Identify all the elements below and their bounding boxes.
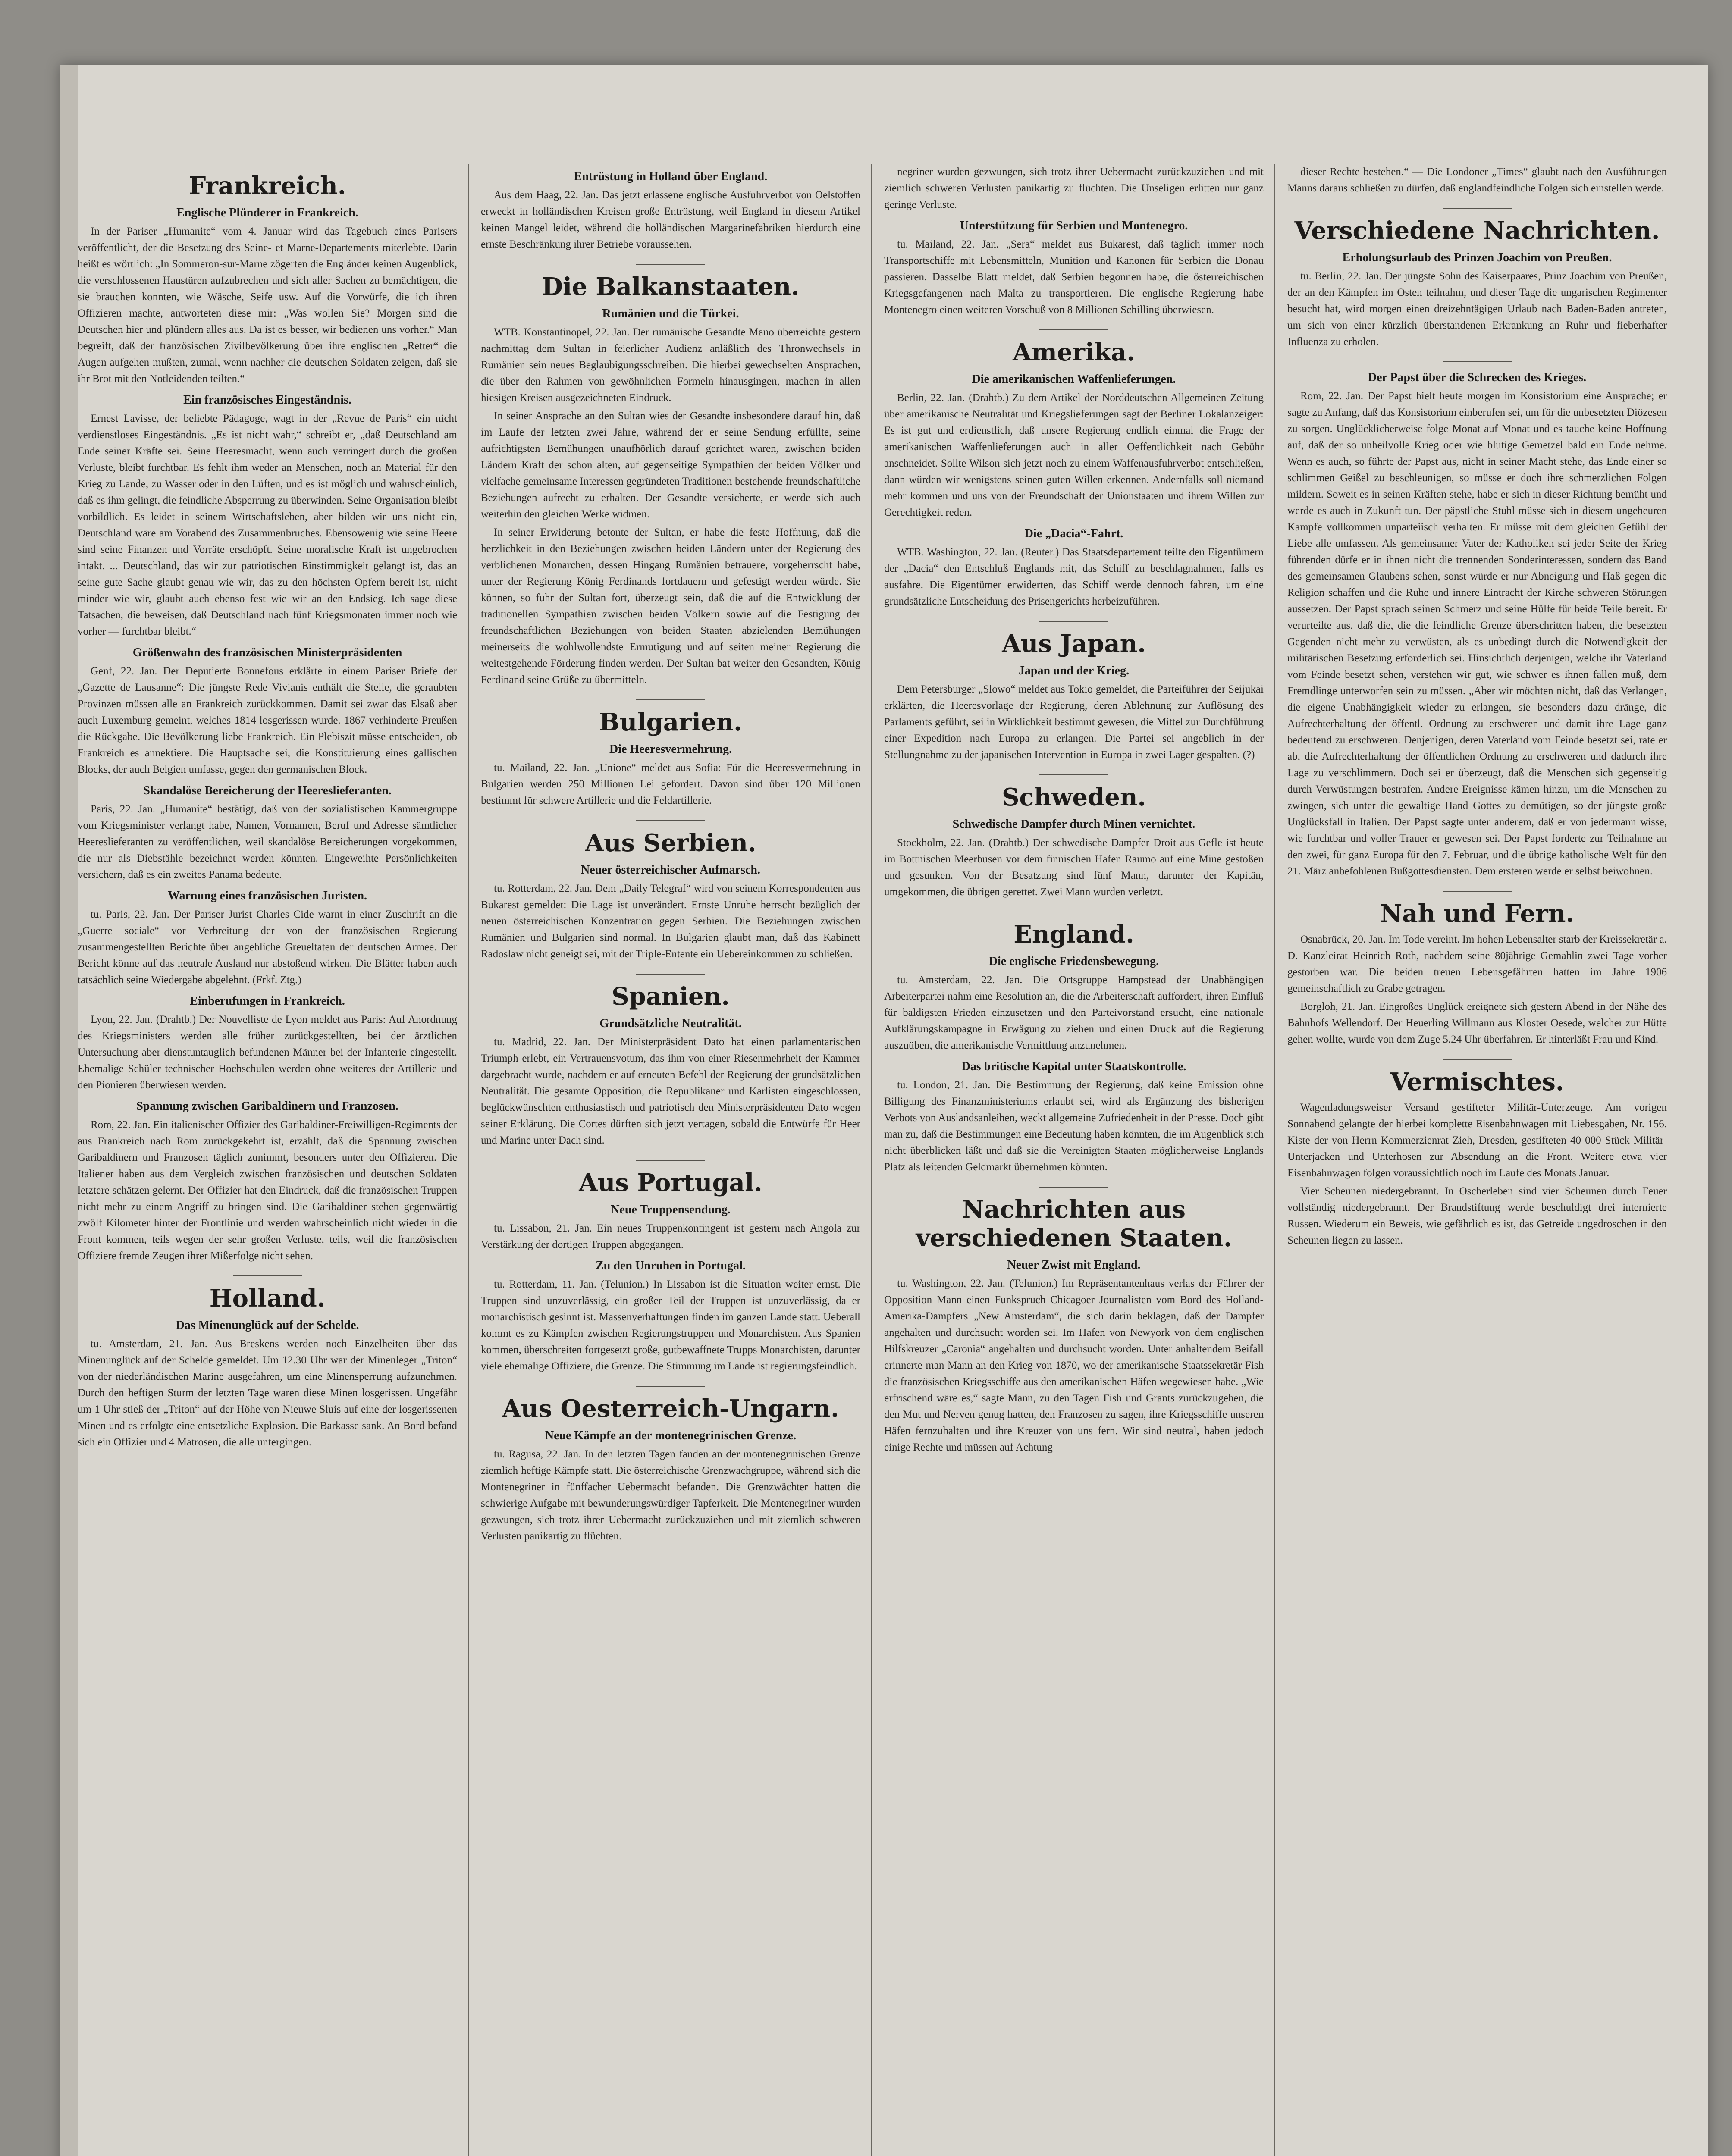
article-subheading: Das Minenunglück auf der Schelde. bbox=[176, 1319, 359, 1332]
article-paragraph: tu. Mailand, 22. Jan. „Sera“ meldet aus Bukarest, daß täglich immer noch Transportschiffe mit Lebensmitteln, Munition und Kanonen für Serbien die Donau passieren. Dasselbe Blatt meldet, daß Serbien begonnen habe, die österreichischen Kriegsgefangenen nach Malta zu transportieren. Die englische Regierung habe Montenegro einen weiteren Vorschuß von 8 Millionen Schilling überwiesen. bbox=[884, 238, 1264, 316]
section-divider bbox=[1443, 1059, 1512, 1060]
section-divider bbox=[233, 1275, 302, 1276]
section-heading: Nachrichten aus verschiedenen Staaten. bbox=[916, 1195, 1232, 1252]
article-paragraph: Vier Scheunen niedergebrannt. In Oscherleben sind vier Scheunen durch Feuer vollständig niedergebrannt. Der Brandstiftung werde beschuldigt drei internierte Russen. Wiederum ein Beweis, wie gefährlich es ist, das Getreide ungedroschen in den Scheunen liegen zu lassen. bbox=[1287, 1185, 1667, 1246]
newspaper-page bbox=[60, 65, 1708, 2156]
article-subheading: Grundsätzliche Neutralität. bbox=[599, 1017, 742, 1030]
article-paragraph: Stockholm, 22. Jan. (Drahtb.) Der schwedische Dampfer Droit aus Gefle ist heute im Bottnischen Meerbusen vor dem finnischen Hafen Raumo auf eine Mine gestoßen und gesunken. Von der Besatzung sind fünf Mann, darunter der Kapitän, umgekommen, die übrigen gerettet. Zwei Mann wurden verletzt. bbox=[884, 837, 1264, 898]
article-paragraph: Dem Petersburger „Slowo“ meldet aus Tokio gemeldet, die Parteiführer der Seijukai erklärten, die Heeresvorlage der Regierung, deren Ablehnung zur Auflösung des Parlaments geführt, sei in Wirklichkeit bestimmt gewesen, die Mittel zur Durchführung einer Expedition nach Europa zu erlangen. Die Partei sei angeblich in der Stellungnahme zu der japanischen Intervention in Europa in zwei Lager gespalten. (?) bbox=[884, 683, 1264, 761]
section-heading: Aus Serbien. bbox=[585, 829, 756, 857]
section-divider bbox=[1443, 361, 1512, 362]
article-subheading: Entrüstung in Holland über England. bbox=[574, 170, 768, 183]
section-heading: Aus Oesterreich-Ungarn. bbox=[502, 1395, 839, 1423]
article-subheading: Die englische Friedensbewegung. bbox=[988, 955, 1159, 968]
article-paragraph: In der Pariser „Humanite“ vom 4. Januar wird das Tagebuch eines Parisers veröffentlicht, der die Besetzung des Seine- et Marne-Departements miterlebte. Darin heißt es wörtlich: „In Sommeron-sur-Marne zögerten die Engländer keinen Augenblick, die verschlossenen Haustüren aufzubrechen und sich aller Sachen zu bemächtigen, die sie brauchen konnten, wie Wäsche, Seife usw. Auf die Vorwürfe, die ich ihren Offizieren machte, antworteten diese mir: „Was wollen Sie? Morgen sind die Deutschen hier und plündern alles aus. Da ist es besser, wir bedienen uns vorher.“ Man begreift, daß der französischen Zivilbevölkerung über ihre englischen „Retter“ die Augen aufgehen mußten, zumal, wenn nachher die deutschen Soldaten zeigen, daß sie ihr Brot mit den Notleidenden teilten.“ bbox=[78, 226, 457, 385]
article-subheading: Zu den Unruhen in Portugal. bbox=[596, 1259, 746, 1272]
article-paragraph: Aus dem Haag, 22. Jan. Das jetzt erlassene englische Ausfuhrverbot von Oelstoffen erweckt in holländischen Kreisen große Entrüstung, weil England in diesem Artikel keinen Mangel leidet, während die holländischen Margarinefabriken hierdurch eine ernste Beschränkung ihrer Betriebe voraussehen. bbox=[481, 189, 860, 250]
section-heading: Frankreich. bbox=[188, 172, 346, 200]
section-divider bbox=[636, 974, 705, 975]
article-subheading: Neue Kämpfe an der montenegrinischen Grenze. bbox=[545, 1429, 797, 1442]
article-paragraph: tu. Ragusa, 22. Jan. In den letzten Tagen fanden an der montenegrinischen Grenze ziemlich heftige Kämpfe statt. Die österreichische Grenzwachgruppe, während sich die Montenegriner in fünffacher Uebermacht befanden. Die Grenzwächter hatten die schwierige Aufgabe mit bewunderungswürdiger Tapferkeit. Die Montenegriner wurden gezwungen, sich trotz ihrer Uebermacht zurückzuziehen und mit ziemlich schweren Verlusten panikartig zu flüchten. bbox=[481, 1448, 860, 1542]
article-paragraph: WTB. Konstantinopel, 22. Jan. Der rumänische Gesandte Mano überreichte gestern nachmittag dem Sultan in feierlicher Audienz anläßlich des Thronwechsels in Rumänien sein neues Beglaubigungsschreiben. Die hierbei gewechselten Ansprachen, die über den Rahmen von gewöhnlichen Formeln hinausgingen, machen in allen hiesigen Kreisen ausgezeichneten Eindruck. bbox=[481, 326, 860, 404]
column-rule bbox=[468, 164, 469, 2156]
section-heading: Vermischtes. bbox=[1390, 1068, 1564, 1096]
article-subheading: Einberufungen in Frankreich. bbox=[190, 994, 345, 1008]
section-divider bbox=[1039, 1187, 1108, 1188]
article-paragraph: Paris, 22. Jan. „Humanite“ bestätigt, daß von der sozialistischen Kammergruppe vom Kriegsminister verlangt habe, Namen, Vornamen, Beruf und Adresse sämtlicher Heereslieferanten zu veröffentlichen, weil skandalöse Bereicherungen vorgekommen, die nur als Diebstähle bezeichnet werden könnten. Eingeweihte Persönlichkeiten versichern, daß es ein zweites Panama bedeute. bbox=[78, 803, 457, 881]
article-subheading: Neuer österreichischer Aufmarsch. bbox=[580, 863, 761, 877]
article-subheading: Die „Dacia“-Fahrt. bbox=[1024, 527, 1123, 540]
article-paragraph: tu. Washington, 22. Jan. (Telunion.) Im Repräsentantenhaus verlas der Führer der Opposition Mann einen Funkspruch Chicagoer Journalisten vom Bord des Holland-Amerika-Dampfers „New Amsterdam“, die sich darin beklagen, daß der Dampfer angehalten und durchsucht worden sei. Im Hafen von Newyork von dem englischen Hilfskreuzer „Caronia“ angehalten und durchsucht worden. Unter anhaltendem Beifall erinnerte man Mann an den Krieg von 1870, wo der amerikanische Staatssekretär Fish die französischen Kriegsschiffe aus den amerikanischen Häfen wegewiesen habe. „Wie erfrischend wäre es,“ sagte Mann, zu den Tagen Fish und Grants zurückzugehen, die den Mut und Nerven genug hatten, den Franzosen zu sagen, ihre Kriegsschiffe unseren Häfen fernzuhalten und ihre Kreuzer von uns fern. Wir sind neutral, haben jedoch einige Rechte und müssen auf Achtung bbox=[884, 1278, 1264, 1453]
section-divider bbox=[636, 699, 705, 700]
section-divider bbox=[1039, 621, 1108, 622]
section-heading: Nah und Fern. bbox=[1380, 899, 1574, 928]
section-heading: England. bbox=[1013, 920, 1134, 949]
section-divider bbox=[1039, 774, 1108, 775]
section-heading: Spanien. bbox=[612, 982, 730, 1011]
page-binding-edge bbox=[60, 65, 78, 2156]
section-divider bbox=[636, 264, 705, 265]
section-divider bbox=[1039, 329, 1108, 330]
article-paragraph: tu. Amsterdam, 21. Jan. Aus Breskens werden noch Einzelheiten über das Minenunglück auf der Schelde gemeldet. Um 12.30 Uhr war der Minenleger „Triton“ von der niederländischen Marine ausgefahren, um eine Minensperrung aufzunehmen. Durch den heftigen Sturm der letzten Tage waren diese Minen losgerissen. Ungefähr um 1 Uhr stieß der „Triton“ auf der Höhe von Nieuwe Sluis auf eine der losgerissenen Minen und es erfolgte eine entsetzliche Explosion. Die Barkasse sank. An Bord befand sich ein Offizier und 4 Matrosen, die alle untergingen. bbox=[78, 1338, 457, 1448]
article-subheading: Neuer Zwist mit England. bbox=[1007, 1258, 1141, 1272]
article-paragraph: Rom, 22. Jan. Der Papst hielt heute morgen im Konsistorium eine Ansprache; er sagte zu Anfang, daß das Konsistorium einberufen sei, um für die unbesetzten Diözesen zu sorgen. Unglücklicherweise folge Monat auf Monat und es tauche keine Hoffnung auf, daß der so unheilvolle Krieg oder wie blutige Gemetzel bald ein Ende nehme. Wenn es auch, so führte der Papst aus, nicht in seiner Macht stehe, das Ende einer so schlimmen Geißel zu beschleunigen, so müsse er doch ihre schmerzlichen Folgen mildern. Soweit es in seinen Kräften stehe, habe er sich in dieser Richtung bemüht und werde es auch in Zukunft tun. Der päpstliche Stuhl müsse sich in diesem ungeheuren Kampfe vollkommen unparteiisch verhalten. Er müsse mit dem gleichen Gefühl der Liebe alle umfassen. Als gemeinsamer Vater der Katholiken sei jeder Seite der Krieg führenden dürfe er in ihnen nicht die trennenden Sonderinteressen, sondern das Band des gemeinsamen Glaubens sehen, sonst würde er nur Abneigung und Haß gegen die Religion schaffen und die Ruhe und innere Eintracht der Kirche schweren Störungen aussetzen. Der Papst sprach seinen Schmerz und seine Hülfe für beide Teile bereit. Er verurteilte aus, daß die, die die feindliche Grenze überschritten haben, die besetzten Gegenden nicht mehr zu verwüsten, als es unbedingt durch die Notwendigkeit der militärischen Besetzung erforderlich sei. Hinsichtlich derjenigen, welche ihr Vaterland vom Feinde besetzt sehen, verstehen wir gut, wie schwer es ihnen fallen muß, dem Fremdlinge unterworfen sein zu müssen. „Aber wir möchten nicht, daß das Verlangen, die eigene Unabhängigkeit wieder zu erlangen, sie besonders dazu dränge, die Aufrechterhaltung der öffentl. Ordnung zu erschweren und damit ihre Lage ganz bedeutend zu erschweren. Denjenigen, deren Vaterland vom Feinde besetzt sei, rate er ab, die Aufrechterhaltung der öffentlichen Ordnung zu erschweren und dadurch ihre Lage zu verschlimmern. Doch sei er überzeugt, daß die Menschen sich gegenseitig durch Verwüstungen bestrafen. Andere Ereignisse kämen hinzu, um die Menschen zu zwingen, sich unter die gewaltige Hand Gottes zu demütigen, so der jüngste große Unglücksfall in Italien. Der Papst sagte unter anderem, daß er von jedermann wisse, wie furchtbar und voller Trauer er gewesen sei. Der Papst forderte zur Teilnahme an den zwei, für ganz Europa für den 7. Februar, und die übrige katholische Welt für den 21. März anbefohlenen Bußgottesdiensten. Dem ersteren werde er selbst beiwohnen. bbox=[1287, 390, 1667, 877]
section-heading: Verschiedene Nachrichten. bbox=[1294, 216, 1660, 245]
article-subheading: Spannung zwischen Garibaldinern und Franzosen. bbox=[136, 1100, 398, 1113]
article-paragraph: Lyon, 22. Jan. (Drahtb.) Der Nouvelliste de Lyon meldet aus Paris: Auf Anordnung des Kriegsministers werden alle früher zurückgestellten, bei der ärztlichen Untersuchung aber dienstuntauglich befundenen Männer bei der Infanterie eingestellt. Ehemalige Schüler technischer Hochschulen werden ohne weiteres der Artillerie und den Pionieren überwiesen werden. bbox=[78, 1014, 457, 1091]
article-subheading: Größenwahn des französischen Ministerpräsidenten bbox=[132, 646, 402, 659]
article-paragraph: Ernest Lavisse, der beliebte Pädagoge, wagt in der „Revue de Paris“ ein nicht verdienstloses Eingeständnis. „Es ist nicht wahr,“ schreibt er, „daß Deutschland am Ende seiner Kräfte sei. Seine Heeresmacht, wenn auch verringert durch die großen Verluste, bleibt furchtbar. Es fehlt ihm weder an Menschen, noch an Material für den Krieg zu Lande, zu Wasser oder in den Lüften, und es ist möglich und wahrscheinlich, daß es ihm gelingt, die feindliche Absperrung zu überwinden. Seine Organisation bleibt vorbildlich. Es leidet in seinem Wirtschaftsleben, aber bilden wir uns nicht ein, Deutschland wäre am Vorabend des Zusammenbruches. Ebensowenig wie seine Heere sind seine Finanzen und Vorräte erschöpft. Seine moralische Kraft ist ungebrochen intakt. ... Deutschland, das wir zur patriotischen Einstimmigkeit gelangt ist, das an seine gute Sache glaubt genau wie wir, das zu den höchsten Opfern bereit ist, nicht minder wie wir, glaubt auch ebenso fest wie wir an den Endsieg. Ich sage diese Tatsachen, die beweisen, daß Deutschland nach fünf Kriegsmonaten immer noch wie vorher — furchtbar bleibt.“ bbox=[78, 413, 457, 637]
section-divider bbox=[1443, 891, 1512, 892]
article-subheading: Skandalöse Bereicherung der Heereslieferanten. bbox=[143, 784, 392, 797]
section-heading: Aus Portugal. bbox=[579, 1169, 762, 1197]
article-subheading: Schwedische Dampfer durch Minen vernichtet. bbox=[952, 818, 1195, 831]
article-subheading: Die Heeresvermehrung. bbox=[609, 743, 732, 756]
section-divider bbox=[636, 820, 705, 821]
article-paragraph: WTB. Washington, 22. Jan. (Reuter.) Das Staatsdepartement teilte den Eigentümern der „Dacia“ den Entschluß Englands mit, das Schiff zu beschlagnahmen, falls es ausfahre. Die Eigentümer erwiderten, das Schiff werde dennoch fahren, um eine grundsätzliche Entscheidung des Prisengerichts herbeizuführen. bbox=[884, 546, 1264, 607]
article-subheading: Erholungsurlaub des Prinzen Joachim von Preußen. bbox=[1342, 251, 1612, 264]
article-paragraph: In seiner Ansprache an den Sultan wies der Gesandte insbesondere darauf hin, daß im Laufe der letzten zwei Jahre, während der er seine Sendung erfüllte, seine aufrichtigsten Bemühungen unaufhörlich darauf gerichtet waren, zwischen beiden Ländern Kraft der schon alten, auf gegenseitige Sympathien der beiden Völker und vielfache gemeinsame Interessen gegründeten Traditionen bestehende freundschaftliche Beziehungen aufrecht zu erhalten. Der Gesandte versicherte, er werde sich auch weiterhin den gleichen Werke widmen. bbox=[481, 410, 860, 520]
article-paragraph: negriner wurden gezwungen, sich trotz ihrer Uebermacht zurückzuziehen und mit ziemlich schweren Verlusten panikartig zu flüchten. Die Unseligen erlitten nur ganz geringe Verluste. bbox=[884, 166, 1264, 210]
article-paragraph: tu. Berlin, 22. Jan. Der jüngste Sohn des Kaiserpaares, Prinz Joachim von Preußen, der an den Kämpfen im Osten teilnahm, und dieser Tage die ungarischen Regimenter besucht hat, wird morgen einen dreizehntägigen Urlaub nach Baden-Baden antreten, um sich von einer kürzlich überstandenen Erkrankung an Ruhr und fieberhafter Influenza zu erholen. bbox=[1287, 270, 1667, 348]
section-heading: Bulgarien. bbox=[599, 708, 742, 736]
section-heading: Amerika. bbox=[1013, 338, 1135, 367]
article-paragraph: tu. Amsterdam, 22. Jan. Die Ortsgruppe Hampstead der Unabhängigen Arbeiterpartei nahm eine Resolution an, die die Arbeiterschaft auffordert, ihren Einfluß für baldigsten Frieden einzusetzen und den Parteivorstand ersucht, eine nationale Aufklärungskampagne in Erwägung zu ziehen und einen Druck auf die Regierung auszuüben, die amerikanische Vermittlung anzunehmen. bbox=[884, 974, 1264, 1051]
article-paragraph: Genf, 22. Jan. Der Deputierte Bonnefous erklärte in einem Pariser Briefe der „Gazette de Lausanne“: Die jüngste Rede Vivianis enthält die Stelle, die geraubten Provinzen müssen alle an Frankreich zurückkommen. Damit sei zwar das Elsaß aber auch Luxemburg gemeint, welches 1814 losgerissen wurde. 1867 verhinderte Preußen die Rückgabe. Die Bevölkerung liebe Frankreich. Ein Plebiszit müsse entscheiden, ob Frankreich es annektiere. Die Hauptsache sei, die Konstituierung eines gallischen Blocks, der auch Belgien umfasse, gegen den germanischen Block. bbox=[78, 665, 457, 775]
article-subheading: Englische Plünderer in Frankreich. bbox=[176, 206, 358, 219]
article-paragraph: tu. Mailand, 22. Jan. „Unione“ meldet aus Sofia: Für die Heeresvermehrung in Bulgarien werden 250 Millionen Lei gefordert. Davon sind über 120 Millionen bestimmt für schwere Artillerie und die Feldartillerie. bbox=[481, 762, 860, 806]
article-subheading: Das britische Kapital unter Staatskontrolle. bbox=[961, 1060, 1186, 1073]
article-subheading: Japan und der Krieg. bbox=[1018, 664, 1130, 677]
article-paragraph: In seiner Erwiderung betonte der Sultan, er habe die feste Hoffnung, daß die herzlichkeit in den Beziehungen zwischen beiden Ländern unter der Regierung des verblichenen Monarchen, dessen Hingang Rumänien betrauere, vorgeherrscht habe, unter der Regierung König Ferdinands fortdauern und gefestigt werden würde. Sie können, so fuhr der Sultan fort, überzeugt sein, daß die auf die Entwicklung der traditionellen Sympathien zwischen beiden Völkern sowie auf die Festigung der freundschaftlichen Beziehungen von beiden Staaten abzielenden Bemühungen meinerseits die wohlwollendste Ermutigung und auf seiten meiner Regierung die weitestgehende Förderung finden werden. Der Sultan bat weiter den Gesandten, König Ferdinand seine Grüße zu übermitteln. bbox=[481, 526, 860, 686]
article-paragraph: Rom, 22. Jan. Ein italienischer Offizier des Garibaldiner-Freiwilligen-Regiments der aus Frankreich nach Rom zurückgekehrt ist, erzählt, daß die Spannung zwischen Garibaldinern und Franzosen täglich zunimmt, besonders unter den Offizieren. Die Italiener haben aus dem Vergleich zwischen französischen und deutschen Soldaten letztere schätzen gelernt. Der Offizier hat den Eindruck, daß die französischen Truppen nicht mehr zu einem Angriff zu bringen sind. Die Garibaldiner stehen gegenwärtig zwölf Kilometer hinter der Frontlinie und werden wahrscheinlich nicht wieder in die Front kommen, teils wegen der sehr großen Verluste, teils, weil die französischen Offiziere fremde Zeugen ihrer Mißerfolge nicht sehen. bbox=[78, 1119, 457, 1262]
section-divider bbox=[1443, 208, 1512, 209]
article-subheading: Rumänien und die Türkei. bbox=[602, 307, 739, 320]
section-divider bbox=[636, 1160, 705, 1161]
article-paragraph: tu. London, 21. Jan. Die Bestimmung der Regierung, daß keine Emission ohne Billigung des Finanzministeriums erlaubt sei, wird als Ergänzung des bisherigen Verbots von Auslandsanleihen, weckt allgemeine Zufriedenheit in der Presse. Doch gibt man zu, daß die Bestimmungen eine Bedeutung haben könnten, die im Augenblick sich nicht überblicken läßt und daß sie die Vereinigten Staaten möglicherweise Englands Platz als leitenden Geldmarkt übernehmen könnten. bbox=[884, 1079, 1264, 1173]
article-paragraph: tu. Paris, 22. Jan. Der Pariser Jurist Charles Cide warnt in einer Zuschrift an die „Guerre sociale“ vor Verbreitung der von der französischen Regierung zusammengestellten Berichte über angebliche Greueltaten der deutschen Armee. Der Bericht könne auf das neutrale Ausland nur abstoßend wirken. Die Blätter haben auch tatsächlich seine Wiedergabe abgelehnt. (Frkf. Ztg.) bbox=[78, 909, 457, 986]
article-subheading: Neue Truppensendung. bbox=[611, 1203, 731, 1216]
article-paragraph: Wagenladungsweiser Versand gestifteter Militär-Unterzeuge. Am vorigen Sonnabend gelangte der hierbei komplette Eisenbahnwagen mit Liebesgaben, Nr. 156. Kiste der von Herrn Kommerzienrat Zieh, Dresden, gestifteten 40 000 Stück Militär-Unterjacken und Unterhosen zur Absendung an die Front. Weitere etwa vier Eisenbahnwagen folgen voraussichtlich noch im Laufe des Monats Januar. bbox=[1287, 1102, 1667, 1179]
section-heading: Holland. bbox=[209, 1284, 326, 1313]
article-subheading: Warnung eines französischen Juristen. bbox=[167, 889, 367, 903]
article-paragraph: tu. Madrid, 22. Jan. Der Ministerpräsident Dato hat einen parlamentarischen Triumph erlebt, ein Vertrauensvotum, das ihm von einer Riesenmehrheit der Kammer dargebracht wurde, nachdem er auf erneuten Befehl der Regierung der grundsätzlichen Neutralität. Die gesamte Opposition, die Republikaner und Karlisten eingeschlossen, beglückwünschten enthusiastisch und patriotisch den Ministerpräsidenten Dato wegen seiner Erklärung. Die Cortes dürften sich jetzt vertagen, sobald die Entwürfe für Heer und Marine unter Dach sind. bbox=[481, 1036, 860, 1146]
article-paragraph: tu. Rotterdam, 22. Jan. Dem „Daily Telegraf“ wird von seinem Korrespondenten aus Bukarest gemeldet: Die Lage ist unverändert. Ernste Unruhe herrscht bezüglich der neuen österreichischen Konzentration gegen Serbien. Die Beziehungen zwischen Rumänien und Bulgarien sind normal. In Bulgarien glaubt man, daß das Kabinett Radoslaw nicht geneigt sei, mit der Triple-Entente ein Uebereinkommen zu schließen. bbox=[481, 883, 860, 960]
article-subheading: Unterstützung für Serbien und Montenegro. bbox=[960, 219, 1188, 232]
article-subheading: Die amerikanischen Waffenlieferungen. bbox=[972, 373, 1176, 386]
section-heading: Aus Japan. bbox=[1002, 630, 1146, 658]
column-3 bbox=[884, 164, 1264, 2156]
column-rule bbox=[1274, 164, 1275, 2156]
column-rule bbox=[871, 164, 872, 2156]
article-paragraph: Osnabrück, 20. Jan. Im Tode vereint. Im hohen Lebensalter starb der Kreissekretär a. D. Kanzleirat Heinrich Roth, nachdem seine 80jährige Gemahlin zwei Tage vorher gestorben war. Die beiden treuen Lebensgefährten hatten im Jahre 1906 gemeinschaftlich zu Grabe getragen. bbox=[1287, 934, 1667, 994]
article-paragraph: Borgloh, 21. Jan. Eingroßes Unglück ereignete sich gestern Abend in der Nähe des Bahnhofs Wellendorf. Der Heuerling Willmann aus Kloster Oesede, welcher zur Hütte gehen wollte, wurde von dem Zuge 5.24 Uhr überfahren. Er hinterläßt Frau und Kind. bbox=[1287, 1001, 1667, 1045]
column-1 bbox=[78, 164, 457, 2156]
article-paragraph: Berlin, 22. Jan. (Drahtb.) Zu dem Artikel der Norddeutschen Allgemeinen Zeitung über amerikanische Neutralität und Kriegslieferungen sagt der Berliner Lokalanzeiger: Es ist gut und erdienstlich, daß unsere Regierung endlich einmal die Frage der amerikanischen Waffenlieferungen auch in aller Oeffentlichkeit nach Gebühr anschneidet. Sollte Wilson sich jetzt noch zu einem Waffenausfuhrverbot entschließen, dann würden wir wenigstens seinen guten Willen erkennen. Andernfalls soll niemand mehr kommen und uns von der Freundschaft der Unionstaaten und ihrem Willen zur Gerechtigkeit reden. bbox=[884, 392, 1264, 518]
article-paragraph: tu. Lissabon, 21. Jan. Ein neues Truppenkontingent ist gestern nach Angola zur Verstärkung der dortigen Truppen abgegangen. bbox=[481, 1222, 860, 1250]
article-paragraph: tu. Rotterdam, 11. Jan. (Telunion.) In Lissabon ist die Situation weiter ernst. Die Truppen sind unzuverlässig, ein großer Teil der Truppen ist unzuverlässig, da er monarchistisch gesinnt ist. Massenverhaftungen finden im ganzen Lande statt. Ueberall kommt es zu Kämpfen zwischen Regierungstruppen und Monarchisten. Aus Spanien kommen, überschreiten fortgesetzt große, gutbewaffnete Trupps Monarchisten, darunter viele ehemalige Offiziere, die Grenze. Die Stimmung im Lande ist regierungsfeindlich. bbox=[481, 1279, 860, 1372]
article-paragraph: dieser Rechte bestehen.“ — Die Londoner „Times“ glaubt nach den Ausführungen Manns daraus schließen zu dürfen, daß englandfeindliche Folgen sich einstellen werde. bbox=[1287, 166, 1667, 194]
section-heading: Schweden. bbox=[1001, 783, 1146, 812]
section-heading: Die Balkanstaaten. bbox=[542, 273, 800, 301]
article-subheading: Der Papst über die Schrecken des Krieges. bbox=[1368, 371, 1587, 384]
section-divider bbox=[636, 1386, 705, 1387]
column-4 bbox=[1287, 164, 1667, 2156]
article-subheading: Ein französisches Eingeständnis. bbox=[183, 393, 351, 407]
column-2 bbox=[481, 164, 860, 2156]
